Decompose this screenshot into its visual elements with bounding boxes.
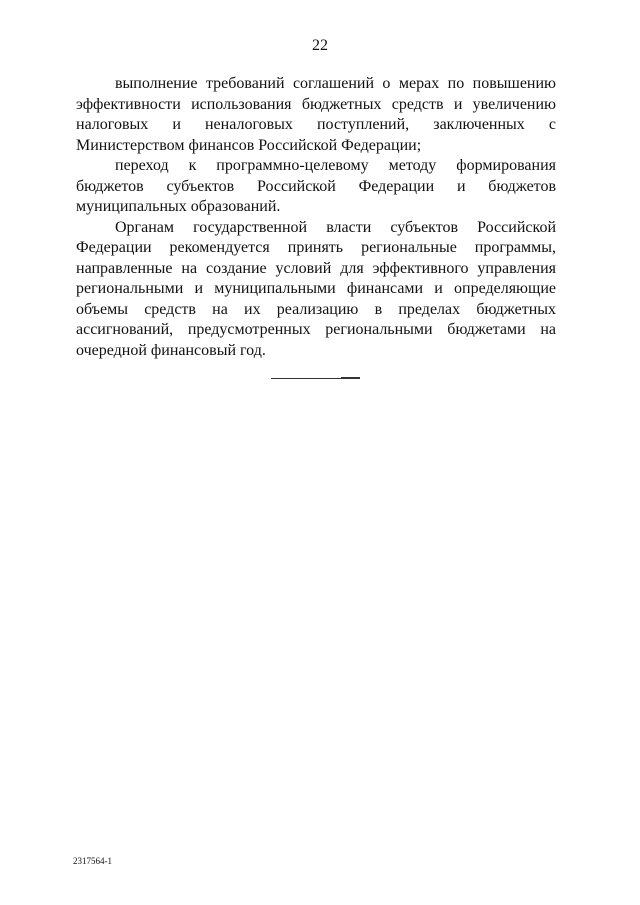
paragraph-program-target-method: переход к программно-целевому методу формирования бюджетов субъектов Российской Федерации и бюджетов муниципальных образований. xyxy=(76,157,556,215)
page-number: 22 xyxy=(312,37,328,54)
paragraph-regional-programs: Органам государственной власти субъектов Российской Федерации рекомендуется принять региональные программы, направленные на создание условий для эффективного управления региональными и муниципальными финансами и определяющие объемы средств на их реализацию в пределах бюджетных ассигнований, предусмотренных региональными бюджетами на очередной финансовый год. xyxy=(76,218,556,359)
paragraph-budget-agreements: выполнение требований соглашений о мерах по повышению эффективности использования бюджетных средств и увеличению налоговых и неналоговых поступлений, заключенных с Министерством финансов Российской Федерации; xyxy=(76,75,556,154)
end-separator-line xyxy=(271,378,360,379)
body-text xyxy=(76,74,556,361)
document-code: 2317564-1 xyxy=(73,856,112,866)
